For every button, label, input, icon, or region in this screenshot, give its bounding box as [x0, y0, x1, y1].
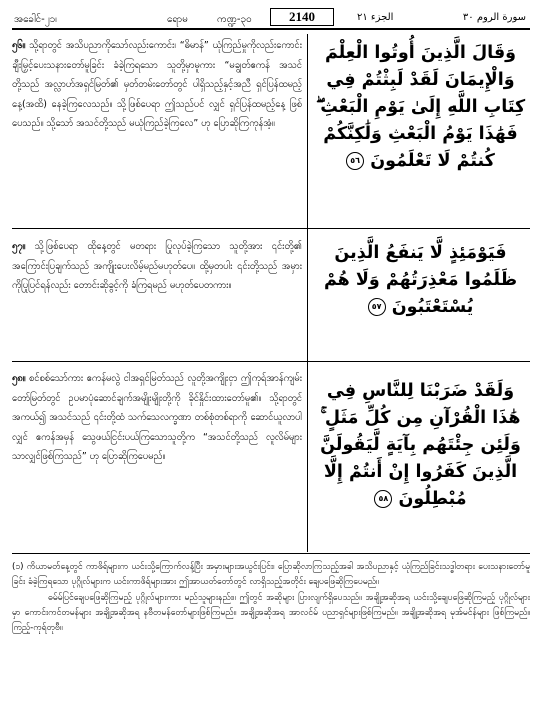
header-surah-arabic: سورة الروم ٣٠ — [462, 12, 526, 23]
footnote — [12, 560, 530, 636]
translation-verse-56 — [12, 36, 302, 134]
arabic-text: فَيَوْمَئِذٍ لَّا يَنفَعُ الَّذِينَ ظَلَمُوا مَعْذِرَتُهُمْ وَلَا هُمْ يُسْتَعْتَبُونَ — [323, 243, 518, 317]
arabic-verse-57 — [313, 240, 528, 321]
ayah-end-marker: ٥٨ — [374, 490, 392, 508]
translation-verse-57 — [12, 237, 302, 296]
arabic-verse-58 — [313, 378, 528, 513]
footnote-paragraph: ဓမ်မ်ပြင်ချေပဖြေဆိုကြမည့် ပုဂ္ဂိုလ်များကား မည်သူများနည်း။ ဤတွင် အဆိုများ ပြားလျက်ရှိပေသည်။ အချို့အဆိုအရ ယင်းသို့ချေပဖြေဆိုကြမည့် ပုဂ္ဂိုလ်များမှာ ကောင်းကင်တမန်များ အချို့အဆိုအရ နဗီတမန်တော်များဖြစ်ကြမည်။ အချို့အဆိုအရ အာလင်မ် ပညာရှင်များဖြစ်ကြမည်။ အချို့အဆိုအရ မုအ်မင်န်များ ဖြစ်ကြမည်။ ကြည့်-ကုရ်တုဗီ။ — [12, 592, 530, 634]
ayah-end-marker: ٥٦ — [346, 152, 364, 170]
verse-number: ၅၆။ — [12, 40, 26, 51]
arabic-text: وَقَالَ الَّذِينَ أُوتُوا الْعِلْمَ وَالْإِيمَانَ لَقَدْ لَبِثْتُمْ فِي كِتَابِ اللَّهِ إِلَىٰ يَوْمِ الْبَعْثِ ۖ فَهَٰذَا يَوْمُ الْبَعْثِ وَلَٰكِنَّكُمْ كُنتُمْ لَا تَعْلَمُونَ — [315, 43, 526, 171]
arabic-verse-56 — [313, 40, 528, 175]
footnote-paragraph: (၁) ကိယာမတ်နေ့တွင် ကာဖိရ်များက ယင်းသို့ကြောက်လန့်ပြီး အမှားများအယွင်းပြင်း၊ ပြောဆိုလာကြသည့်အခါ အသိပညာနှင့် ယုံကြည်ခြင်းသဒ္ဓါတရား ပေးသနားတော်မူခြင်း ခံခဲ့ကြရသော ပုဂ္ဂိုလ်များက ယင်းကာဖိရ်များအား ဤအာယတ်တော်တွင် လာရှိသည့်အတိုင်း ချေပဖြေဆိုကြပေမည်။ — [12, 562, 530, 588]
ayah-end-marker: ٥٧ — [368, 298, 386, 316]
block-divider — [12, 361, 530, 362]
header-section-number: ကဏ္ဍ-၃၀ — [217, 14, 252, 25]
verse-number: ၅၈။ — [12, 373, 26, 384]
footnote-divider — [12, 553, 530, 554]
translation-text: သို့ဖြစ်ပေရာ ထိုနေ့တွင် မတရား ပြုလုပ်ခဲ့ကြသော သူတို့အား ၎င်းတို့၏ အကြောင်းပြချက်သည် အကျိုးပေးလိမ့်မည်မဟုတ်ပေ။ ထို့မှတပါး ၎င်းတို့သည် အမှားကိုပြုပြင်ရန်လည်း တောင်းဆိုခွင့်ကို ခံကြရမည် မဟုတ်ပေတကား။ — [12, 241, 303, 291]
translation-text: စင်စစ်သော်ကား ဧကန်မလွဲ ငါအရှင်မြတ်သည် လူတို့အကျိုးငှာ ဤကုရ်အာန်ကျမ်းတော်မြတ်တွင် ဥပမာပုံဆောင်ချက်အမျိုးမျိုးတို့ကို ခိုင်နှိုင်းထားတော်မူ၏။ သို့ရာတွင် အကယ်၍ အသင်သည် ၎င်းတို့ထံ သက်သေလက္ခဏာ တစ်စုံတစ်ရာကို ဆောင်ယူလာပါလျှင် ဧကန်အမှန် သွေဖယ်ငြင်းပယ်ကြသောသူတို့က “အသင်တို့သည် လူလိမ်များသာလျှင်ဖြစ်ကြသည်” ဟု ပြောဆိုကြပေမည်။ — [12, 373, 302, 462]
header-juz: الجزء ٢١ — [357, 12, 394, 23]
page-header — [12, 6, 530, 30]
translation-text: သို့ရာတွင် အသိပညာကိုသော်လည်းကောင်း၊ “ဓိမာန်” ယုံကြည်မှုကိုလည်းကောင်း ချီးမြှင့်ပေးသနားတော်မူခြင်း ခံခဲ့ကြရသော သူတို့မှာမူကား “မချွတ်ဧကန် အသင်တို့သည် အလ္လာဟ်အရှင်မြတ်၏ မှတ်တမ်းတော်တွင် ပါရှိသည့်နှင့်အညီ ရှင်ပြန်ထမည့်နေ့(အထိ) နေခဲ့ကြလေသည်။ သို့ဖြစ်ပေရာ ဤသည်ပင် လျှင် ရှင်ပြန်ထမည့်နေ့ ဖြစ်ပေသည်။ သို့သော် အသင်တို့သည် မယုံကြည်ခဲ့ကြလေ” ဟု ပြောဆိုကြကုန်အံ့။ — [12, 40, 302, 129]
verse-number: ၅၇။ — [12, 241, 26, 252]
block-divider — [12, 228, 530, 229]
header-section-label: အခေါင်-၂၁၊ — [14, 14, 57, 25]
column-divider — [307, 34, 308, 552]
translation-verse-58 — [12, 369, 302, 467]
page-number: 2140 — [270, 8, 334, 26]
arabic-text: وَلَقَدْ ضَرَبْنَا لِلنَّاسِ فِي هَٰذَا الْقُرْآنِ مِن كُلِّ مَثَلٍ ۚ وَلَئِن جِئْتَهُم بِآيَةٍ لَّيَقُولَنَّ الَّذِينَ كَفَرُوا إِنْ أَنتُمْ إِلَّا مُبْطِلُونَ — [320, 381, 521, 509]
header-surah-myanmar: ရောမ — [167, 14, 188, 25]
